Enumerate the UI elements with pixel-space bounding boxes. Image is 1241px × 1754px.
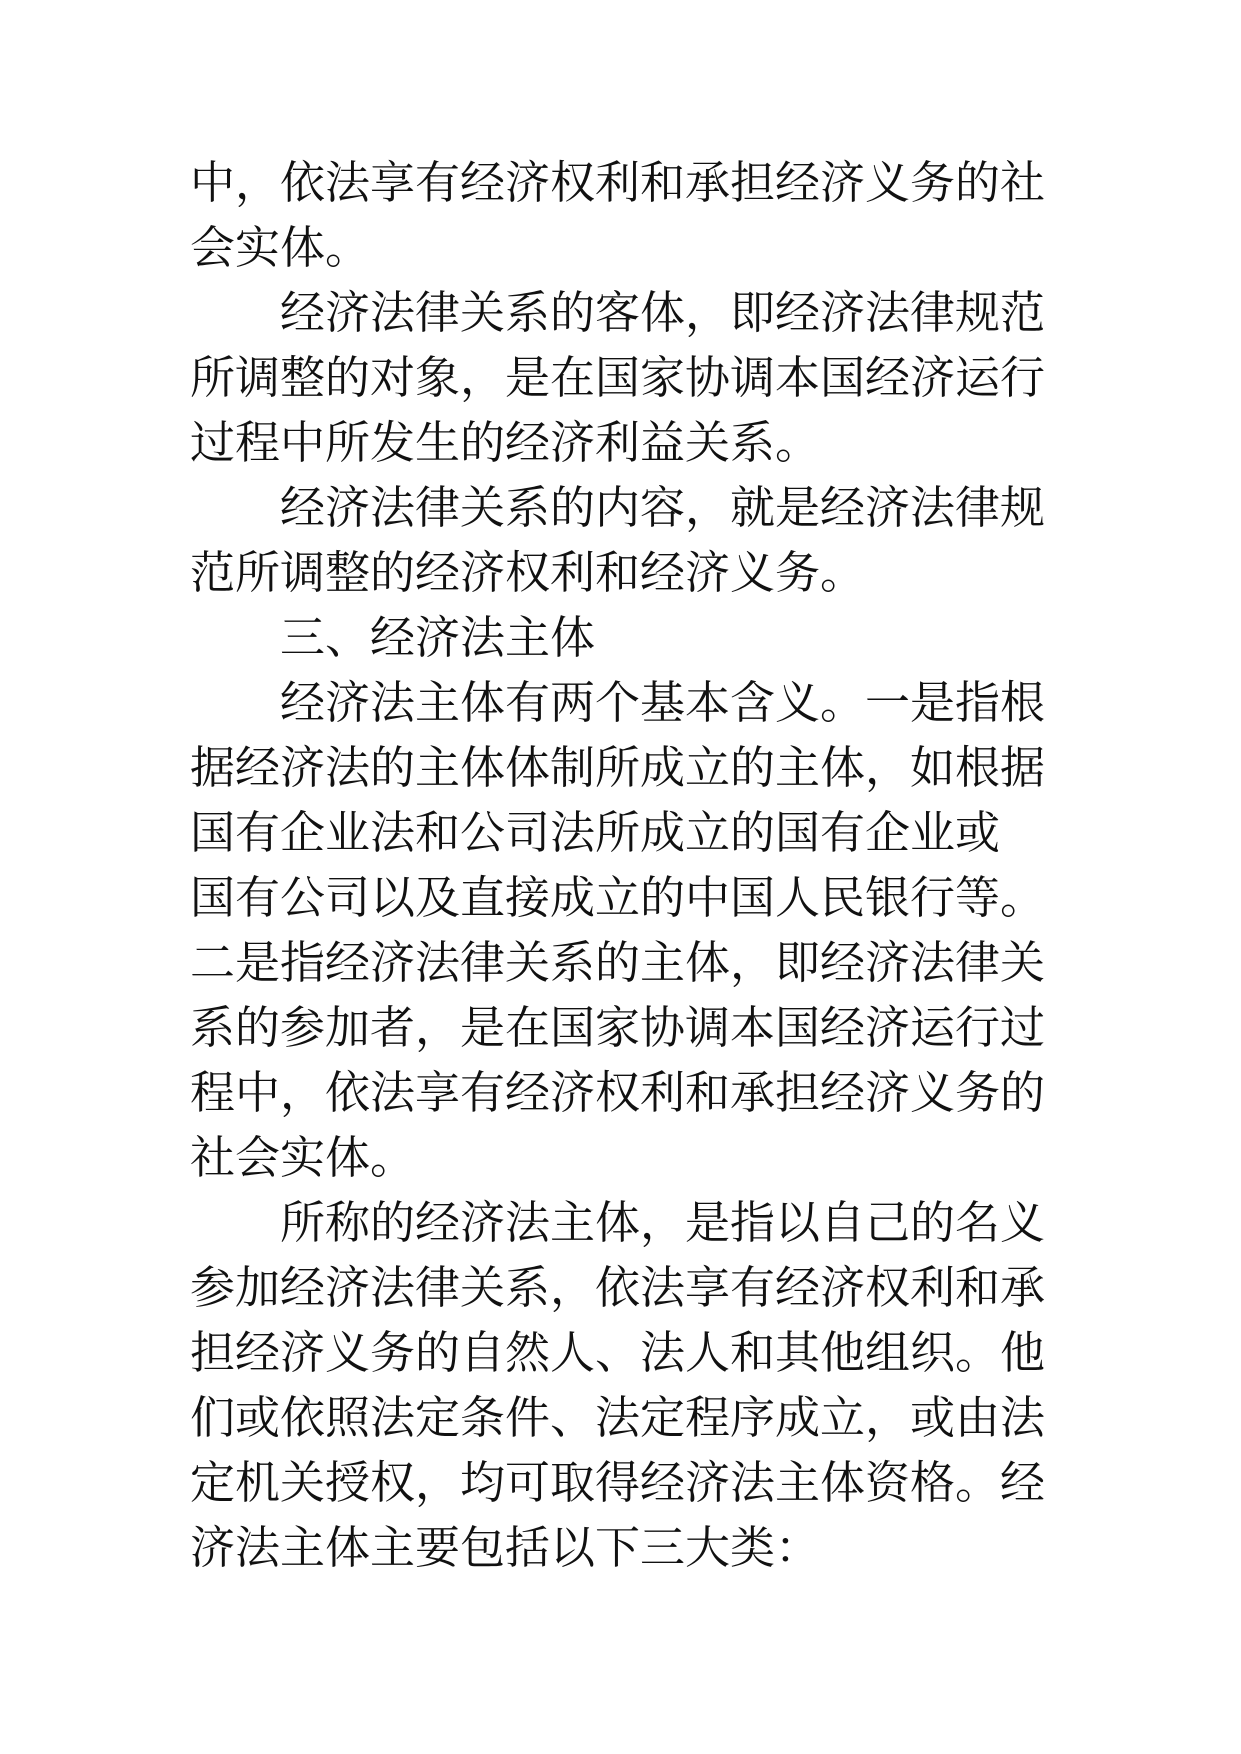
text-line: 中，依法享有经济权利和承担经济义务的社	[190, 156, 1046, 209]
text-line: 济法主体主要包括以下三大类：	[190, 1521, 821, 1574]
text-line: 会实体。	[190, 221, 371, 274]
text-line: 定机关授权，均可取得经济法主体资格。经	[190, 1456, 1046, 1509]
text-line: 们或依照法定条件、法定程序成立，或由法	[190, 1391, 1046, 1444]
text-line: 经济法主体有两个基本含义。一是指根	[280, 676, 1046, 729]
text-line: 过程中所发生的经济利益关系。	[190, 416, 821, 469]
text-line: 参加经济法律关系，依法享有经济权利和承	[190, 1261, 1046, 1314]
text-line: 据经济法的主体体制所成立的主体，如根据	[190, 741, 1046, 794]
document-body	[190, 150, 1090, 1580]
text-line: 经济法律关系的客体，即经济法律规范	[280, 286, 1046, 339]
text-line: 所称的经济法主体，是指以自己的名义	[280, 1196, 1046, 1249]
text-line: 国有公司以及直接成立的中国人民银行等。	[190, 871, 1046, 924]
text-line: 国有企业法和公司法所成立的国有企业或	[190, 806, 1001, 859]
text-line: 担经济义务的自然人、法人和其他组织。他	[190, 1326, 1046, 1379]
text-line: 程中，依法享有经济权利和承担经济义务的	[190, 1066, 1046, 1119]
text-line: 所调整的对象，是在国家协调本国经济运行	[190, 351, 1046, 404]
text-line: 社会实体。	[190, 1131, 416, 1184]
text-line: 经济法律关系的内容，就是经济法律规	[280, 481, 1046, 534]
text-line: 三、经济法主体	[280, 611, 596, 664]
text-line: 范所调整的经济权利和经济义务。	[190, 546, 866, 599]
text-line: 二是指经济法律关系的主体，即经济法律关	[190, 936, 1046, 989]
text-line: 系的参加者，是在国家协调本国经济运行过	[190, 1001, 1046, 1054]
